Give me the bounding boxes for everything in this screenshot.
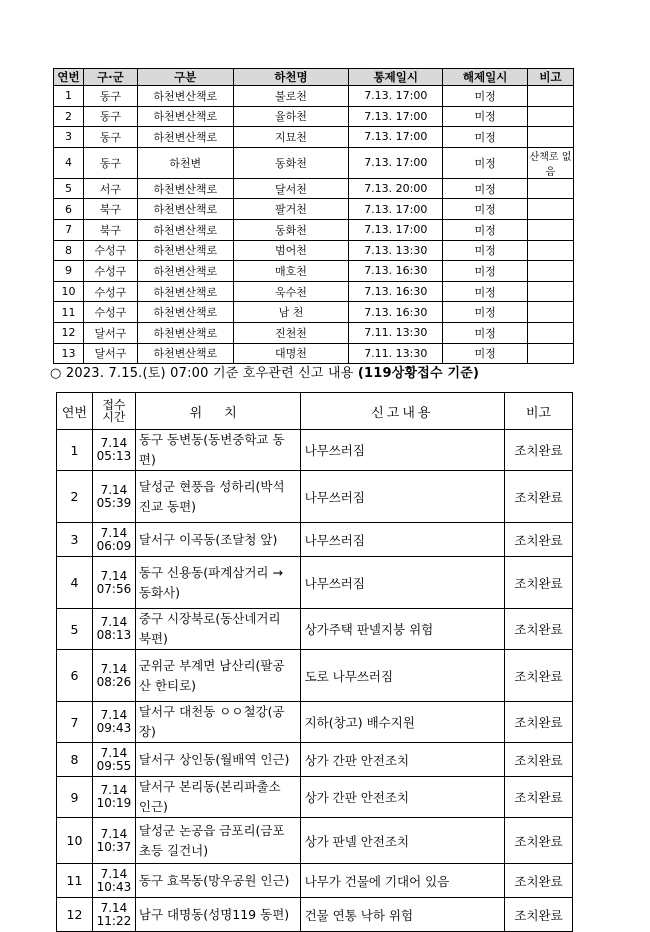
received-time: [92, 430, 135, 471]
category: 하천변산책로: [137, 106, 233, 127]
row-no: 1: [57, 430, 93, 471]
report-content: 나무가 건물에 기대어 있음: [300, 864, 505, 898]
received-date: 7.14: [100, 436, 128, 450]
received-clock: 05:39: [96, 495, 132, 510]
received-clock: 08:13: [96, 628, 132, 642]
status-note: 조치완료: [505, 523, 573, 557]
release-time: 미정: [443, 322, 528, 343]
river-name: 범어천: [233, 240, 349, 261]
row-no: 4: [57, 557, 93, 609]
report-content: 상가 간판 안전조치: [300, 743, 505, 777]
note: [528, 106, 574, 127]
note: 산책로 없음: [528, 147, 574, 178]
report-content: 도로 나무쓰러짐: [300, 650, 505, 702]
table-row: [54, 147, 574, 178]
row-no: 8: [54, 240, 84, 261]
location: 달서구 대천동 ㅇㅇ철강(공장): [135, 702, 300, 743]
header-location: 위 치: [135, 393, 300, 430]
release-time: 미정: [443, 199, 528, 220]
section2-title-text: 2023. 7.15.(토) 07:00 기준 호우관련 신고 내용: [65, 366, 354, 381]
release-time: 미정: [443, 178, 528, 199]
table-row: [57, 777, 573, 818]
report-content: 나무쓰러짐: [300, 557, 505, 609]
river-name: 대명천: [233, 343, 349, 364]
received-date: 7.14: [100, 615, 128, 629]
status-note: 조치완료: [505, 609, 573, 650]
control-time: 7.13. 17:00: [349, 106, 443, 127]
category: 하천변산책로: [137, 343, 233, 364]
release-time: 미정: [443, 106, 528, 127]
table-row: [57, 650, 573, 702]
category: 하천변산책로: [137, 302, 233, 323]
release-time: 미정: [443, 127, 528, 148]
row-no: 5: [57, 609, 93, 650]
table2-header-row: [57, 393, 573, 430]
river-name: 동화천: [233, 147, 349, 178]
river-name: 동화천: [233, 219, 349, 240]
row-no: 10: [54, 281, 84, 302]
received-time: [92, 777, 135, 818]
river-name: 매호천: [233, 261, 349, 282]
status-note: 조치완료: [505, 898, 573, 932]
header-content: 신고내용: [300, 393, 505, 430]
table-row: [54, 199, 574, 220]
row-no: 8: [57, 743, 93, 777]
received-date: 7.14: [100, 482, 128, 497]
report-content: 상가 판넬 안전조치: [300, 818, 505, 864]
header-no: 연번: [57, 393, 93, 430]
table-row: [54, 127, 574, 148]
received-date: 7.14: [100, 745, 128, 760]
received-clock: 10:43: [96, 879, 132, 894]
category: 하천변산책로: [137, 127, 233, 148]
received-time: [92, 743, 135, 777]
district: 서구: [83, 178, 137, 199]
river-name: 불로천: [233, 86, 349, 107]
category: 하천변산책로: [137, 86, 233, 107]
received-clock: 09:55: [96, 758, 132, 773]
received-clock: 10:19: [96, 796, 132, 810]
control-time: 7.13. 17:00: [349, 219, 443, 240]
received-date: 7.14: [100, 525, 128, 540]
category: 하천변산책로: [137, 240, 233, 261]
received-date: 7.14: [100, 826, 128, 841]
release-time: 미정: [443, 281, 528, 302]
river-name: 지묘천: [233, 127, 349, 148]
report-content: 나무쓰러짐: [300, 523, 505, 557]
row-no: 9: [57, 777, 93, 818]
release-time: 미정: [443, 147, 528, 178]
release-time: 미정: [443, 240, 528, 261]
table-row: [54, 343, 574, 364]
row-no: 7: [57, 702, 93, 743]
control-time: 7.13. 17:00: [349, 147, 443, 178]
row-no: 13: [54, 343, 84, 364]
note: [528, 199, 574, 220]
bullet-circle: ○: [50, 366, 62, 381]
received-date: 7.14: [100, 783, 128, 797]
district: 동구: [83, 86, 137, 107]
table1-header-row: [54, 69, 574, 86]
note: [528, 302, 574, 323]
river-name: 진천천: [233, 322, 349, 343]
location: 달서구 이곡동(조달청 앞): [135, 523, 300, 557]
table-row: [57, 430, 573, 471]
received-time: [92, 609, 135, 650]
header-note: 비고: [528, 69, 574, 86]
table-row: [54, 322, 574, 343]
control-time: 7.13. 17:00: [349, 127, 443, 148]
location: 군위군 부계면 남산리(팔공산 한티로): [135, 650, 300, 702]
row-no: 7: [54, 219, 84, 240]
received-time: [92, 818, 135, 864]
control-time: 7.13. 16:30: [349, 302, 443, 323]
received-time: [92, 702, 135, 743]
row-no: 12: [57, 898, 93, 932]
received-date: 7.14: [100, 568, 128, 583]
row-no: 9: [54, 261, 84, 282]
note: [528, 86, 574, 107]
status-note: 조치완료: [505, 702, 573, 743]
received-clock: 08:26: [96, 674, 132, 689]
control-time: 7.11. 13:30: [349, 322, 443, 343]
table-row: [54, 178, 574, 199]
note: [528, 240, 574, 261]
row-no: 6: [57, 650, 93, 702]
received-time: [92, 898, 135, 932]
received-date: 7.14: [100, 900, 128, 915]
river-control-table: [53, 68, 574, 364]
received-date: 7.14: [100, 866, 128, 881]
location: 동구 신용동(파계삼거리 → 동화사): [135, 557, 300, 609]
control-time: 7.13. 20:00: [349, 178, 443, 199]
note: [528, 178, 574, 199]
district: 동구: [83, 127, 137, 148]
section2-title: [50, 362, 479, 381]
control-time: 7.13. 13:30: [349, 240, 443, 261]
release-time: 미정: [443, 343, 528, 364]
note: [528, 261, 574, 282]
header-district: 구·군: [83, 69, 137, 86]
table-row: [54, 302, 574, 323]
table-row: [57, 743, 573, 777]
status-note: 조치완료: [505, 818, 573, 864]
district: 북구: [83, 219, 137, 240]
row-no: 4: [54, 147, 84, 178]
received-date: 7.14: [100, 661, 128, 676]
row-no: 10: [57, 818, 93, 864]
report-content: 상가 간판 안전조치: [300, 777, 505, 818]
table-row: [57, 523, 573, 557]
received-time: [92, 471, 135, 523]
received-clock: 05:13: [96, 449, 132, 463]
row-no: 11: [57, 864, 93, 898]
row-no: 3: [57, 523, 93, 557]
received-time: [92, 523, 135, 557]
received-clock: 09:43: [96, 721, 132, 735]
status-note: 조치완료: [505, 743, 573, 777]
report-content: 나무쓰러짐: [300, 471, 505, 523]
table-row: [57, 609, 573, 650]
control-time: 7.13. 17:00: [349, 199, 443, 220]
received-clock: 07:56: [96, 581, 132, 596]
district: 동구: [83, 106, 137, 127]
header-no: 연번: [54, 69, 84, 86]
header-control-time: 통제일시: [349, 69, 443, 86]
location: 동구 효목동(망우공원 인근): [135, 864, 300, 898]
header-release-time: 해제일시: [443, 69, 528, 86]
row-no: 6: [54, 199, 84, 220]
row-no: 1: [54, 86, 84, 107]
location: 달성군 논공읍 금포리(금포초등 길건너): [135, 818, 300, 864]
header-note: 비고: [505, 393, 573, 430]
table-row: [54, 219, 574, 240]
status-note: 조치완료: [505, 430, 573, 471]
received-time: [92, 557, 135, 609]
location: 달서구 본리동(본리파출소 인근): [135, 777, 300, 818]
row-no: 3: [54, 127, 84, 148]
table-row: [57, 471, 573, 523]
report-content: 건물 연통 낙하 위험: [300, 898, 505, 932]
received-clock: 06:09: [96, 538, 132, 553]
header-received-time-line1: 접수: [102, 398, 126, 412]
header-category: 구분: [137, 69, 233, 86]
received-time: [92, 650, 135, 702]
note: [528, 281, 574, 302]
status-note: 조치완료: [505, 471, 573, 523]
report-content: 상가주택 판넬지붕 위험: [300, 609, 505, 650]
row-no: 2: [54, 106, 84, 127]
river-name: 달서천: [233, 178, 349, 199]
received-clock: 11:22: [96, 913, 132, 928]
report-content: 지하(창고) 배수지원: [300, 702, 505, 743]
status-note: 조치완료: [505, 650, 573, 702]
row-no: 2: [57, 471, 93, 523]
header-received-time-line2: 시간: [102, 410, 126, 424]
table-row: [54, 86, 574, 107]
note: [528, 127, 574, 148]
table-row: [54, 261, 574, 282]
river-name: 욱수천: [233, 281, 349, 302]
category: 하천변산책로: [137, 261, 233, 282]
section2-title-bold: (119상황접수 기준): [357, 366, 480, 381]
received-date: 7.14: [100, 708, 128, 722]
district: 동구: [83, 147, 137, 178]
category: 하천변산책로: [137, 281, 233, 302]
table-row: [54, 281, 574, 302]
release-time: 미정: [443, 86, 528, 107]
table-row: [54, 106, 574, 127]
district: 수성구: [83, 240, 137, 261]
district: 달서구: [83, 322, 137, 343]
river-name: 율하천: [233, 106, 349, 127]
district: 북구: [83, 199, 137, 220]
status-note: 조치완료: [505, 777, 573, 818]
release-time: 미정: [443, 302, 528, 323]
table-row: [54, 240, 574, 261]
category: 하천변산책로: [137, 322, 233, 343]
district: 수성구: [83, 281, 137, 302]
location: 중구 시장북로(동산네거리 북편): [135, 609, 300, 650]
category: 하천변산책로: [137, 219, 233, 240]
table-row: [57, 557, 573, 609]
category: 하천변산책로: [137, 178, 233, 199]
header-received-time: [92, 393, 135, 430]
received-clock: 10:37: [96, 839, 132, 854]
district: 수성구: [83, 261, 137, 282]
header-river: 하천명: [233, 69, 349, 86]
control-time: 7.11. 13:30: [349, 343, 443, 364]
row-no: 12: [54, 322, 84, 343]
note: [528, 343, 574, 364]
release-time: 미정: [443, 261, 528, 282]
category: 하천변: [137, 147, 233, 178]
location: 동구 동변동(동변중학교 동편): [135, 430, 300, 471]
district: 달서구: [83, 343, 137, 364]
river-name: 남 천: [233, 302, 349, 323]
category: 하천변산책로: [137, 199, 233, 220]
report-content: 나무쓰러짐: [300, 430, 505, 471]
table-row: [57, 818, 573, 864]
location: 달성군 현풍읍 성하리(박석진교 동편): [135, 471, 300, 523]
river-name: 팔거천: [233, 199, 349, 220]
received-time: [92, 864, 135, 898]
release-time: 미정: [443, 219, 528, 240]
status-note: 조치완료: [505, 864, 573, 898]
table-row: [57, 864, 573, 898]
row-no: 5: [54, 178, 84, 199]
location: 남구 대명동(성명119 동편): [135, 898, 300, 932]
report-table: [56, 392, 573, 932]
status-note: 조치완료: [505, 557, 573, 609]
control-time: 7.13. 17:00: [349, 86, 443, 107]
note: [528, 322, 574, 343]
district: 수성구: [83, 302, 137, 323]
table-row: [57, 898, 573, 932]
row-no: 11: [54, 302, 84, 323]
table-row: [57, 702, 573, 743]
control-time: 7.13. 16:30: [349, 261, 443, 282]
control-time: 7.13. 16:30: [349, 281, 443, 302]
note: [528, 219, 574, 240]
location: 달서구 상인동(월배역 인근): [135, 743, 300, 777]
